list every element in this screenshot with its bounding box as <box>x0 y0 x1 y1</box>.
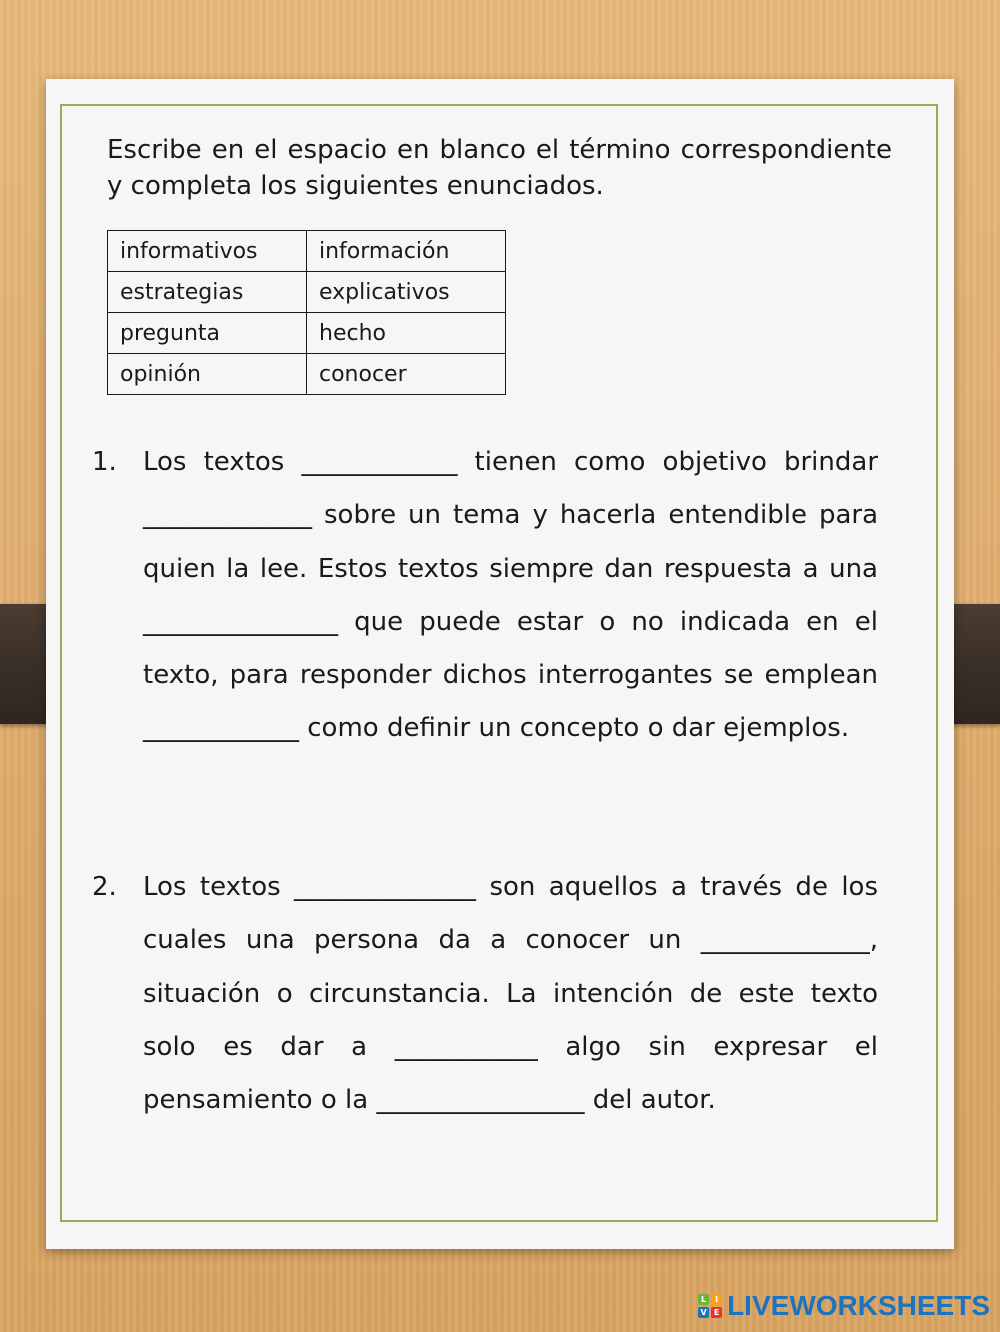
word-cell: opinión <box>108 354 307 395</box>
table-row <box>108 313 506 354</box>
logo-mark-v: V <box>698 1307 709 1318</box>
blank-1-3[interactable]: _______________ <box>143 606 338 637</box>
item-text <box>143 861 878 1127</box>
table-row <box>108 354 506 395</box>
logo-mark-e: E <box>711 1307 722 1318</box>
logo-mark-i: I <box>711 1294 722 1305</box>
blank-1-1[interactable]: ____________ <box>301 447 458 477</box>
blank-2-2[interactable]: _____________ <box>700 925 870 956</box>
blank-1-2[interactable]: _____________ <box>143 500 312 531</box>
logo-mark-icon <box>698 1294 722 1318</box>
text-segment: como definir un concepto o dar ejemplos. <box>299 713 850 744</box>
word-cell: explicativos <box>307 272 506 313</box>
text-segment: sobre un tema y hacerla entendible para quien la lee. Estos textos siempre dan respuesta a una <box>143 500 878 584</box>
item-text <box>143 436 878 756</box>
text-segment: que puede estar o no indicada en el texto, para responder dichos interrogantes se emplean <box>143 606 878 691</box>
blank-1-4[interactable]: ____________ <box>143 713 299 744</box>
logo-text: LIVEWORKSHEETS <box>727 1290 990 1321</box>
text-segment: del autor. <box>584 1085 716 1116</box>
blank-2-1[interactable]: ______________ <box>294 872 477 902</box>
item-number: 1. <box>92 447 117 477</box>
logo-mark-l: L <box>698 1294 709 1305</box>
blank-2-4[interactable]: ________________ <box>376 1085 585 1116</box>
liveworksheets-logo <box>698 1290 990 1322</box>
exercise-item-1 <box>92 436 878 756</box>
word-cell: estrategias <box>108 272 307 313</box>
text-segment: Los textos <box>143 872 295 902</box>
word-cell: informativos <box>108 231 307 272</box>
word-bank-table <box>107 230 506 395</box>
blank-2-3[interactable]: ___________ <box>394 1031 538 1062</box>
text-segment: , situación o circunstancia. La intención de este texto solo es dar a <box>143 925 878 1062</box>
word-cell: información <box>307 231 506 272</box>
item-number: 2. <box>92 872 117 902</box>
word-cell: pregunta <box>108 313 307 354</box>
table-row <box>108 231 506 272</box>
word-cell: conocer <box>307 354 506 395</box>
table-row <box>108 272 506 313</box>
instructions-text: Escribe en el espacio en blanco el término correspondiente y completa los siguientes enunciados. <box>107 135 892 201</box>
exercise-item-2 <box>92 861 878 1127</box>
text-segment: tienen como objetivo brindar <box>457 447 879 477</box>
word-cell: hecho <box>307 313 506 354</box>
text-segment: Los textos <box>143 447 302 477</box>
text-segment: algo sin expresar el pensamiento o la <box>143 1031 878 1116</box>
text-segment: son aquellos a través de los cuales una persona da a conocer un <box>143 872 879 956</box>
